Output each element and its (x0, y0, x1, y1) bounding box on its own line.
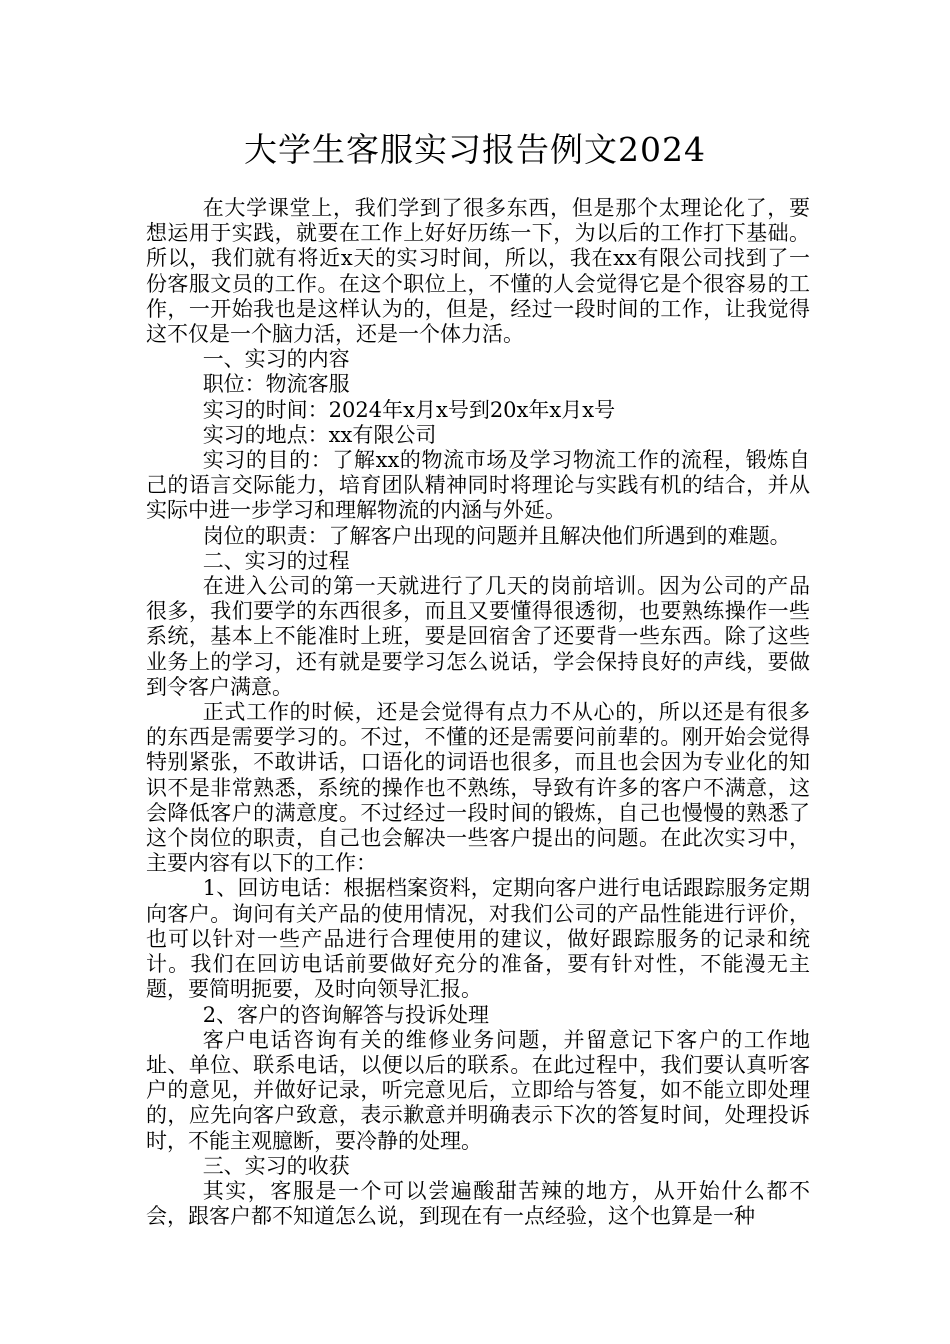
paragraph-duties: 岗位的职责：了解客户出现的问题并且解决他们所遇到的难题。 (202, 523, 791, 548)
paragraph-formal-work: 正式工作的时候，还是会觉得有点力不从心的，所以还是有很多的东西是需要学习的。不过，不懂的还是需要问前辈的。刚开始会觉得特别紧张，不敢讲话，口语化的词语也很多，而且也会因为专业化的知识不是非常熟悉，系统的操作也不熟练，导致有许多的客户不满意，这会降低客户的满意度。不过经过一段时间的锻炼，自己也慢慢的熟悉了这个岗位的职责，自己也会解决一些客户提出的问题。在此次实习中，主要内容有以下的工作： (146, 700, 810, 876)
document-body (146, 196, 810, 1229)
paragraph-time: 实习的时间：2024年x月x号到20x年x月x号 (202, 397, 616, 422)
paragraph-training: 在进入公司的第一天就进行了几天的岗前培训。因为公司的产品很多，我们要学的东西很多，而且又要懂得很透彻，也要熟练操作一些系统，基本上不能准时上班，要是回宿舍了还要背一些东西。除了这些业务上的学习，还有就是要学习怎么说话，学会保持良好的声线，要做到令客户满意。 (146, 574, 810, 699)
paragraph-intro: 在大学课堂上，我们学到了很多东西，但是那个太理论化了，要想运用于实践，就要在工作上好好历练一下，为以后的工作打下基础。所以，我们就有将近x天的实习时间，所以，我在xx有限公司找到了一份客服文员的工作。在这个职位上，不懂的人会觉得它是个很容易的工作，一开始我也是这样认为的，但是，经过一段时间的工作，让我觉得这不仅是一个脑力活，还是一个体力活。 (146, 196, 810, 347)
document-title: 大学生客服实习报告例文2024 (244, 130, 706, 169)
paragraph-gains: 其实，客服是一个可以尝遍酸甜苦辣的地方，从开始什么都不会，跟客户都不知道怎么说，到现在有一点经验，这个也算是一种 (146, 1178, 810, 1229)
subheading-consulting: 2、客户的咨询解答与投诉处理 (202, 1002, 490, 1027)
section-heading-process: 二、实习的过程 (202, 548, 350, 573)
paragraph-callbacks: 1、回访电话：根据档案资料，定期向客户进行电话跟踪服务定期向客户。询问有关产品的使用情况，对我们公司的产品性能进行评价，也可以针对一些产品进行合理使用的建议，做好跟踪服务的记录和统计。我们在回访电话前要做好充分的准备，要有针对性，不能漫无主题，要简明扼要，及时向领导汇报。 (146, 876, 810, 1002)
section-heading-content: 一、实习的内容 (202, 347, 350, 372)
section-heading-gains: 三、实习的收获 (202, 1153, 350, 1178)
paragraph-position: 职位：物流客服 (202, 372, 350, 397)
paragraph-location: 实习的地点：xx有限公司 (202, 422, 437, 447)
paragraph-purpose: 实习的目的：了解xx的物流市场及学习物流工作的流程，锻炼自己的语言交际能力，培育团队精神同时将理论与实践有机的结合，并从实际中进一步学习和理解物流的内涵与外延。 (146, 448, 810, 523)
paragraph-consulting: 客户电话咨询有关的维修业务问题，并留意记下客户的工作地址、单位、联系电话，以便以后的联系。在此过程中，我们要认真听客户的意见，并做好记录，听完意见后，立即给与答复，如不能立即处理的，应先向客户致意，表示歉意并明确表示下次的答复时间，处理投诉时，不能主观臆断，要冷静的处理。 (146, 1027, 810, 1153)
